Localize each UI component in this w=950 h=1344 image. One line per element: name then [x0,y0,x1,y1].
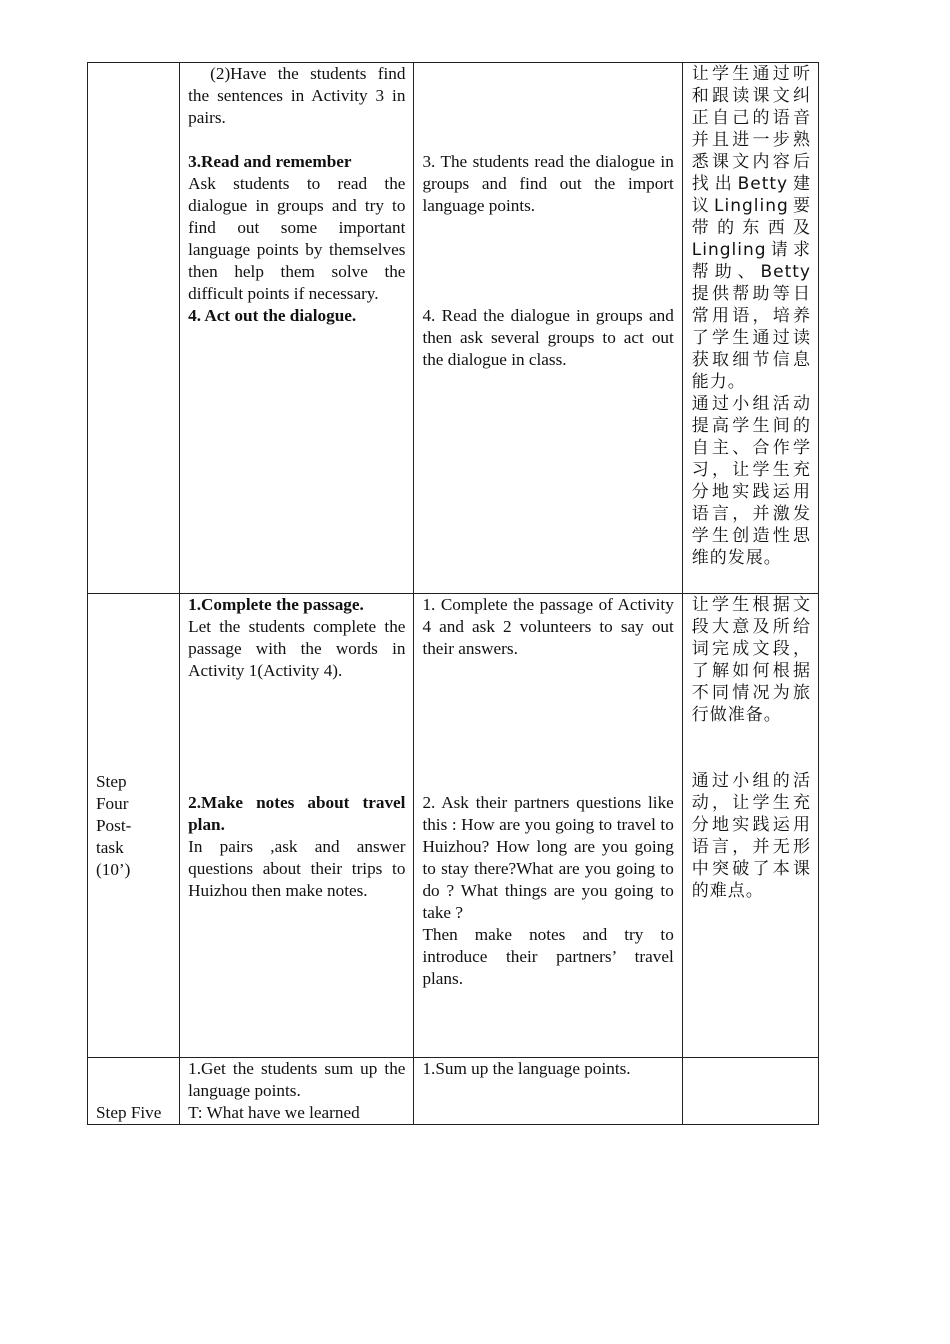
procedure-text: In pairs ,ask and answer questions about their trips to Huizhou then make notes. [188,837,406,900]
step-cell: Step Four Post-task (10’) [88,594,180,1058]
activity-text: 1. Complete the passage of Activity 4 and ask 2 volunteers to say out their answers. [422,595,674,658]
purpose-text: 让学生根据文段大意及所给词完成文段，了解如何根据不同情况为旅行做准备。 [691,595,811,725]
procedure-text: Ask students to read the dialogue in groups and try to find out some important language points by themselves then help them solve the difficult points if necessary. [188,174,406,303]
purpose-text: 通过小组的活动，让学生充分地实践运用语言，并无形中突破了本课的难点。 [691,771,811,901]
procedure-text: 1.Get the students sum up the language points. [188,1059,406,1100]
purpose-text: 通过小组活动提高学生间的自主、合作学习，让学生充分地实践运用语言，并激发学生创造性思维的发展。 [691,394,811,568]
table-row [88,594,819,1058]
purpose-cell [682,1058,818,1125]
procedure-text: Let the students complete the passage with the words in Activity 1(Activity 4). [188,617,406,680]
procedure-heading: 3.Read and remember [188,152,352,171]
purpose-cell [682,63,818,594]
step-cell: Step Five [88,1058,180,1125]
purpose-text: 让学生通过听和跟读课文纠正自己的语音并且进一步熟悉课文内容后找出Betty建议Lingling要带的东西及Lingling请求帮助、Betty提供帮助等日常用语，培养了学生通过读获取细节信息能力。 [691,64,811,392]
procedure-cell [180,594,414,1058]
procedure-cell [180,63,414,594]
activity-text: Then make notes and try to introduce their partners’ travel plans. [422,925,674,988]
lesson-plan-table [87,62,819,1125]
activity-text: 1.Sum up the language points. [422,1059,631,1078]
activity-text: 4. Read the dialogue in groups and then ask several groups to act out the dialogue in class. [422,306,674,369]
procedure-heading: 4. Act out the dialogue. [188,306,357,325]
procedure-heading: 2.Make notes about travel plan. [188,793,406,834]
procedure-cell [180,1058,414,1125]
purpose-cell [682,594,818,1058]
procedure-heading: 1.Complete the passage. [188,595,364,614]
activity-cell [414,1058,682,1125]
step-cell [88,63,180,594]
activity-text: 3. The students read the dialogue in groups and find out the import language points. [422,152,674,215]
activity-text: 2. Ask their partners questions like this : How are you going to travel to Huizhou? How long are you going to stay there?What are you going to do ? What things are you going to take ? [422,793,674,922]
procedure-text: T: What have we learned [188,1103,360,1122]
procedure-text: (2)Have the students find the sentences in Activity 3 in pairs. [188,64,406,127]
activity-cell [414,594,682,1058]
table-row [88,1058,819,1125]
activity-cell [414,63,682,594]
table-row [88,63,819,594]
